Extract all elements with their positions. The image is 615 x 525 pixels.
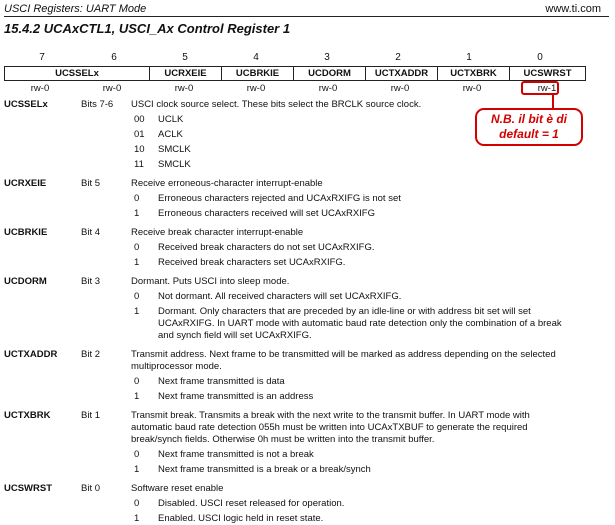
option [131,257,566,269]
option [131,208,566,220]
access-value: rw-0 [30,83,50,94]
option-text: Received break characters set UCAxRXIFG. [158,257,346,268]
access-value: rw-0 [174,83,194,94]
annotation-line: default = 1 [499,127,559,141]
option-text: Not dormant. All received characters will set UCAxRXIFG. [158,291,402,302]
option-text: UCLK [158,114,184,125]
option-value: 11 [134,159,144,170]
field-name: UCSWRST [4,483,53,494]
register-field: UCDORM [294,67,366,80]
register-field: UCSSELx [5,67,150,80]
bit-number: 0 [537,52,543,63]
field-name: UCTXBRK [4,410,51,421]
option-text: Next frame transmitted is an address [158,391,314,402]
field-description [131,276,566,342]
option-text: Erroneous characters received will set UCAxRXIFG [158,208,375,219]
highlight-box [521,81,559,95]
option-value: 0 [134,291,140,302]
field-bits: Bit 3 [81,276,101,287]
field-name: UCTXADDR [4,349,58,360]
option-text: Next frame transmitted is a break or a break/synch [158,464,371,475]
option-text: SMCLK [158,159,191,170]
access-value: rw-0 [462,83,482,94]
field-bits: Bit 2 [81,349,101,360]
register-field: UCBRKIE [222,67,294,80]
option [131,513,566,525]
field-bits: Bit 0 [81,483,101,494]
option-value: 0 [134,449,140,460]
field-name: UCBRKIE [4,227,48,238]
field-summary: Transmit break. Transmits a break with the next write to the transmit buffer. In UART mode with automatic baud rate detection 055h must be written into UCAxTXBUF to generate the required break/synch fields. Otherwise 0h must be written into the transmit buffer. [131,410,530,445]
field-description [131,99,566,171]
option-value: 0 [134,242,140,253]
register-field: UCSWRST [523,68,572,79]
header-rule [4,16,609,17]
option-value: 0 [134,498,140,509]
option-value: 1 [134,391,140,402]
register-field: UCTXADDR [366,67,438,80]
register-field-row [4,66,586,81]
option [131,306,566,342]
register-field: UCRXEIE [150,67,222,80]
field-name: UCSSELx [4,99,48,110]
bit-number: 1 [466,52,472,63]
option-text: ACLK [158,129,183,140]
field-row [4,99,604,171]
field-row [4,276,604,342]
field-bits: Bit 4 [81,227,101,238]
field-description [131,410,566,476]
section-title: 15.4.2 UCAxCTL1, USCI_Ax Control Register 1 [4,21,291,36]
option-text: Received break characters do not set UCAxRXIFG. [158,242,375,253]
option-value: 01 [134,129,145,140]
option-value: 1 [134,208,140,219]
bit-number: 2 [395,52,401,63]
bit-number: 4 [253,52,259,63]
field-summary: Receive erroneous-character interrupt-enable [131,178,323,189]
field-summary: USCI clock source select. These bits select the BRCLK source clock. [131,99,422,110]
field-description [131,227,566,269]
annotation-line: N.B. il bit è di [490,112,567,126]
option-text: Enabled. USCI logic held in reset state. [158,513,324,524]
field-row [4,410,604,476]
bit-number: 6 [111,52,117,63]
option [131,376,566,388]
register-field: UCTXBRK [438,67,510,80]
option [131,464,566,476]
option-value: 0 [134,376,140,387]
field-row [4,483,604,525]
option-value: 00 [134,114,145,125]
field-descriptions [4,99,604,525]
bit-number: 5 [182,52,188,63]
option [131,144,566,156]
option [131,291,566,303]
option-value: 10 [134,144,145,155]
option-text: Next frame transmitted is data [158,376,285,387]
option-text: Disabled. USCI reset released for operation. [158,498,345,509]
bit-number-row [4,52,584,66]
option [131,498,566,510]
field-bits: Bits 7-6 [81,99,114,110]
option [131,193,566,205]
bit-number: 3 [324,52,330,63]
field-name: UCDORM [4,276,47,287]
option [131,129,566,141]
page-header-left: USCI Registers: UART Mode [4,3,147,15]
access-value: rw-0 [318,83,338,94]
option-value: 1 [134,464,140,475]
field-name: UCRXEIE [4,178,47,189]
option-value: 1 [134,513,140,524]
access-value: rw-0 [246,83,266,94]
option-text: Erroneous characters rejected and UCAxRXIFG is not set [158,193,401,204]
field-row [4,227,604,269]
option [131,449,566,461]
field-description [131,349,566,403]
field-summary: Receive break character interrupt-enable [131,227,304,238]
option [131,242,566,254]
field-summary: Transmit address. Next frame to be transmitted will be marked as address depending on the selected multiprocessor mode. [131,349,556,372]
option-text: Next frame transmitted is not a break [158,449,314,460]
access-value: rw-0 [102,83,122,94]
page-header-right[interactable]: www.ti.com [545,3,601,15]
option-value: 1 [134,257,140,268]
option [131,114,566,126]
field-bits: Bit 5 [81,178,101,189]
access-value: rw-1 [537,83,557,94]
access-row [4,83,586,95]
option-value: 0 [134,193,140,204]
option-text: SMCLK [158,144,191,155]
option-value: 1 [134,306,140,317]
option [131,159,566,171]
field-summary: Dormant. Puts USCI into sleep mode. [131,276,290,287]
field-description [131,178,566,220]
option [131,391,566,403]
option-text: Dormant. Only characters that are preceded by an idle-line or with address bit set will set UCAxRXIFG. In UART mode with automatic baud rate detection only the combination of a break and synch field will set UCAxRXIFG. [158,306,562,341]
access-value: rw-0 [390,83,410,94]
field-summary: Software reset enable [131,483,224,494]
bit-number: 7 [39,52,45,63]
field-row [4,349,604,403]
field-row [4,178,604,220]
field-bits: Bit 1 [81,410,101,421]
field-description [131,483,566,525]
